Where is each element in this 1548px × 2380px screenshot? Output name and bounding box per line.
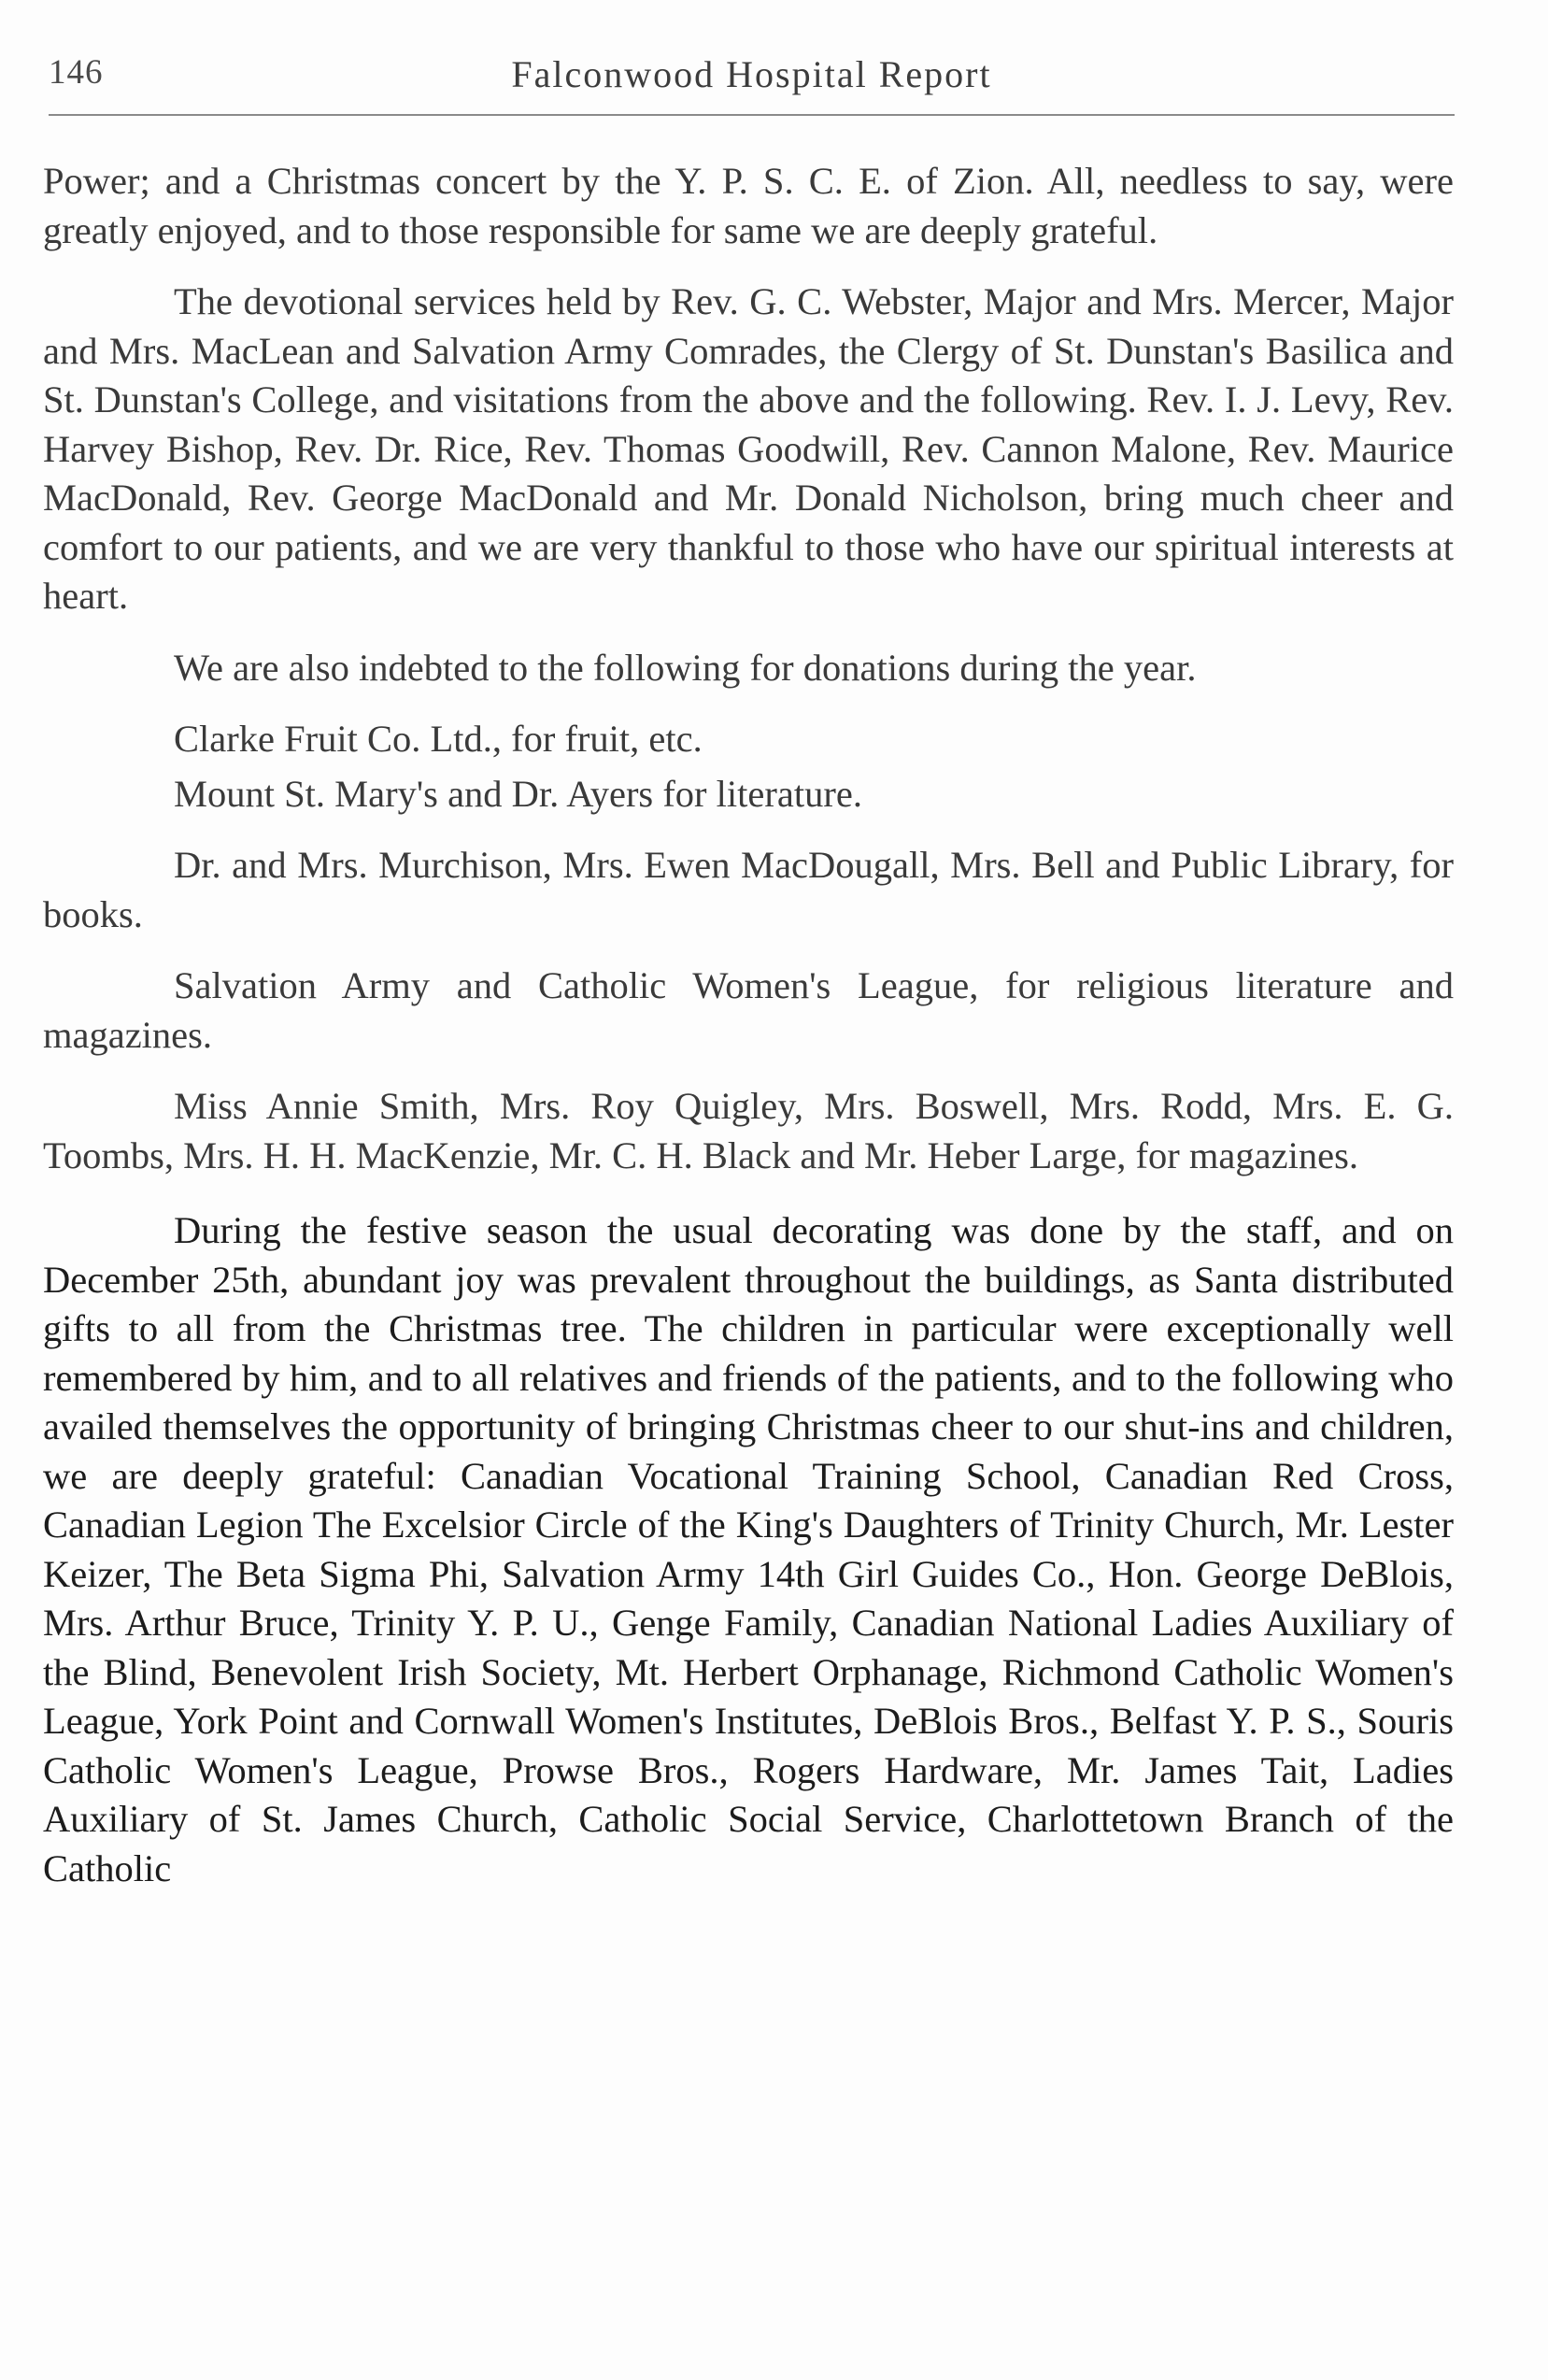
paragraph-donation-religious-literature: Salvation Army and Catholic Women's League, for religious literature and magazines. — [43, 964, 1454, 1056]
paragraph-donations-intro: We are also indebted to the following for donations during the year. — [174, 646, 1197, 689]
page-header — [49, 52, 1455, 116]
paragraph-concert-continuation: Power; and a Christmas concert by the Y. P. S. C. E. of Zion. All, needless to say, were greatly enjoyed, and to those responsible for same we are deeply grateful. — [43, 160, 1454, 251]
running-title: Falconwood Hospital Report — [511, 53, 992, 95]
paragraph-donation-books: Dr. and Mrs. Murchison, Mrs. Ewen MacDougall, Mrs. Bell and Public Library, for books. — [43, 844, 1454, 935]
paragraph-festive-season: During the festive season the usual decorating was done by the staff, and on December 25th, abundant joy was prevalent throughout the buildings, as Santa distributed gifts to all from the Christmas tree. The children in particular were exceptionally well remembered by him, and to all relatives and friends of the patients, and to the following who availed themselves the opportunity of bringing Christmas cheer to our shut-ins and children, we are deeply grateful: Canadian Vocational Training School, Canadian Red Cross, Canadian Legion The Excelsior Circle of the King's Daughters of Trinity Church, Mr. Lester Keizer, The Beta Sigma Phi, Salvation Army 14th Girl Guides Co., Hon. George DeBlois, Mrs. Arthur Bruce, Trinity Y. P. U., Genge Family, Canadian National Ladies Auxiliary of the Blind, Benevolent Irish Society, Mt. Herbert Orphanage, Richmond Catholic Women's League, York Point and Cornwall Women's Institutes, DeBlois Bros., Belfast Y. P. S., Souris Catholic Women's League, Prowse Bros., Rogers Hardware, Mr. James Tait, Ladies Auxiliary of St. James Church, Catholic Social Service, Charlottetown Branch of the Catholic — [43, 1209, 1454, 1889]
paragraph-donation-magazines: Miss Annie Smith, Mrs. Roy Quigley, Mrs. Boswell, Mrs. Rodd, Mrs. E. G. Toombs, Mrs. H. H. MacKenzie, Mr. C. H. Black and Mr. Heber Large, for magazines. — [43, 1085, 1454, 1176]
page-number: 146 — [49, 53, 104, 92]
paragraph-devotional-services: The devotional services held by Rev. G. C. Webster, Major and Mrs. Mercer, Major and Mrs. MacLean and Salvation Army Comrades, the Clergy of St. Dunstan's Basilica and St. Dunstan's College, and visitations from the above and the following. Rev. I. J. Levy, Rev. Harvey Bishop, Rev. Dr. Rice, Rev. Thomas Goodwill, Rev. Cannon Malone, Rev. Maurice MacDonald, Rev. George MacDonald and Mr. Donald Nicholson, bring much cheer and comfort to our patients, and we are very thankful to those who have our spiritual interests at heart. — [43, 280, 1454, 617]
paragraph-donation-fruit: Clarke Fruit Co. Ltd., for fruit, etc. — [174, 718, 703, 760]
paragraph-donation-literature: Mount St. Mary's and Dr. Ayers for literature. — [174, 772, 862, 815]
report-body — [43, 157, 1454, 1893]
